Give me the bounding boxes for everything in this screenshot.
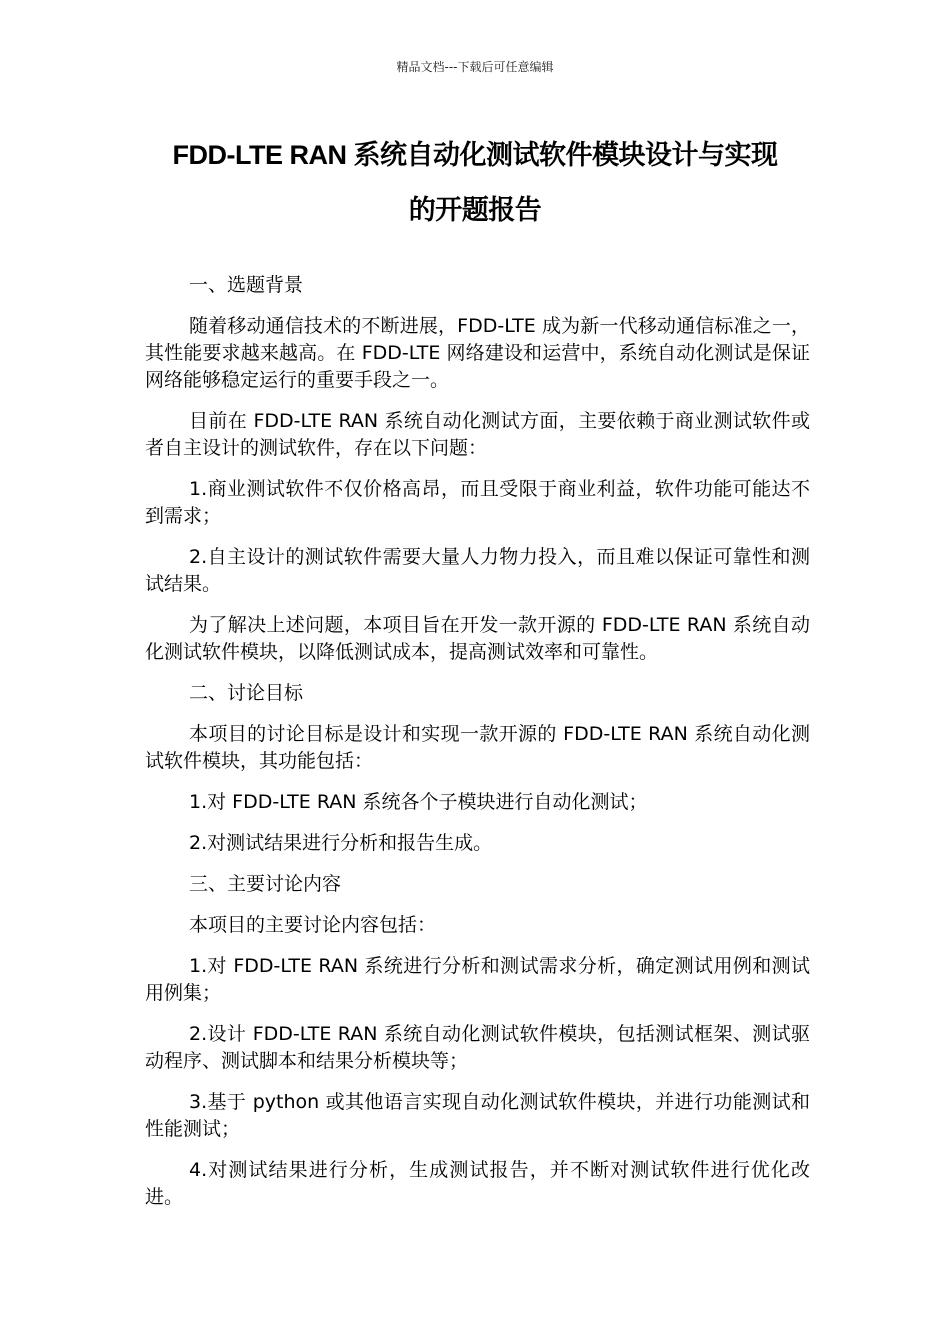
list-item: 2.对测试结果进行分析和报告生成。 [189,832,493,854]
list-item: 4.对测试结果进行分析，生成测试报告，并不断对测试软件进行优化改进。 [145,1159,810,1208]
section-heading-content: 三、主要讨论内容 [189,873,342,895]
list-item: 2.自主设计的测试软件需要大量人力物力投入，而且难以保证可靠性和测试结果。 [145,546,810,595]
section-heading-background: 一、选题背景 [189,274,304,296]
section-heading-goals: 二、讨论目标 [189,682,304,704]
list-item: 3.基于 python 或其他语言实现自动化测试软件模块，并进行功能测试和性能测试； [145,1091,810,1140]
paragraph: 为了解决上述问题，本项目旨在开发一款开源的 FDD-LTE RAN 系统自动化测试软件模块，以降低测试成本，提高测试效率和可靠性。 [145,614,810,663]
list-item: 2.设计 FDD-LTE RAN 系统自动化测试软件模块，包括测试框架、测试驱动程序、测试脚本和结果分析模块等； [145,1023,810,1072]
list-item: 1.对 FDD-LTE RAN 系统各个子模块进行自动化测试； [189,791,648,813]
paragraph: 本项目的讨论目标是设计和实现一款开源的 FDD-LTE RAN 系统自动化测试软件模块，其功能包括： [145,723,810,772]
paragraph: 本项目的主要讨论内容包括： [189,914,437,936]
paragraph: 目前在 FDD-LTE RAN 系统自动化测试方面，主要依赖于商业测试软件或者自主设计的测试软件，存在以下问题： [145,410,810,459]
document-title [130,128,820,238]
title-line-2: 的开题报告 [408,195,542,225]
document-body [145,272,810,1225]
paragraph: 随着移动通信技术的不断进展，FDD-LTE 成为新一代移动通信标准之一，其性能要求越来越高。在 FDD-LTE 网络建设和运营中，系统自动化测试是保证网络能够稳定运行的重要手段之一。 [145,315,810,391]
list-item: 1.对 FDD-LTE RAN 系统进行分析和测试需求分析，确定测试用例和测试用例集； [145,955,810,1004]
list-item: 1.商业测试软件不仅价格高昂，而且受限于商业利益，软件功能可能达不到需求； [145,478,810,527]
title-line-1: FDD-LTE RAN 系统自动化测试软件模块设计与实现 [172,140,778,170]
page-header: 精品文档---下载后可任意编辑 [396,60,554,74]
